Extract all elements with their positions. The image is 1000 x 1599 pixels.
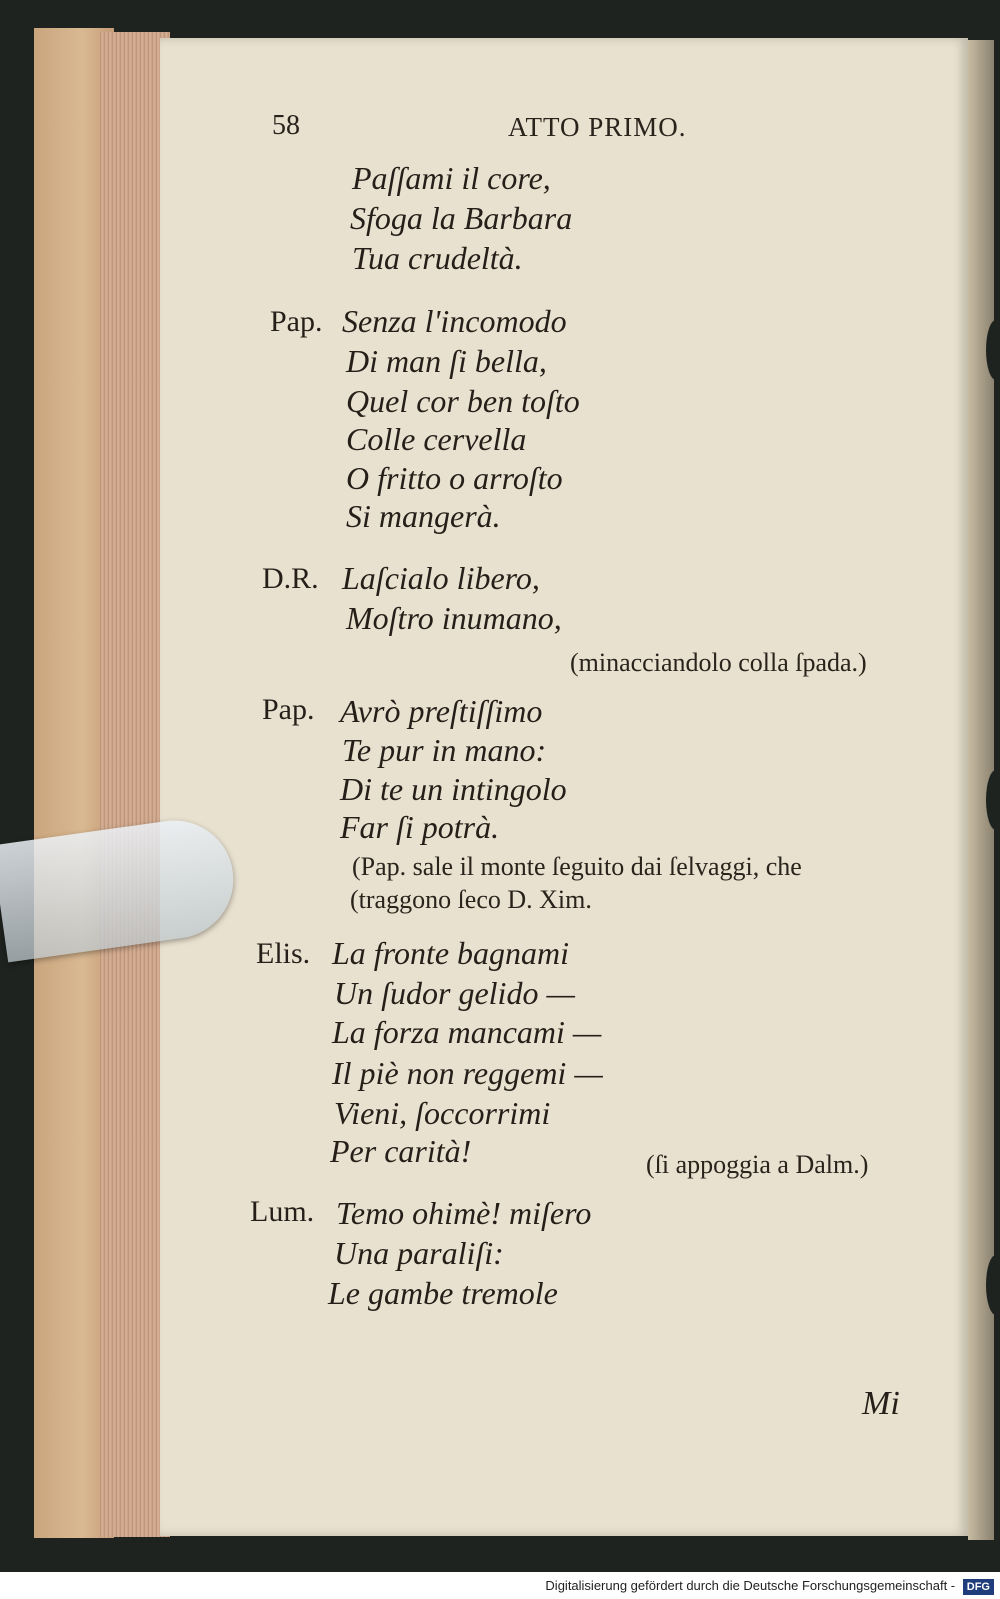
verse-line: Temo ohimè! miſero <box>336 1195 592 1231</box>
stage-direction: (ſi appoggia a Dalm.) <box>646 1150 869 1179</box>
speaker-label: Pap. <box>270 305 323 338</box>
verse-line: La forza mancami — <box>332 1014 602 1050</box>
verse-line: Tua crudeltà. <box>352 240 523 276</box>
facing-page-edge <box>968 40 994 1540</box>
verse-line: Far ſi potrà. <box>340 809 500 845</box>
verse-line: Paſſami il core, <box>352 160 551 196</box>
tab-notch <box>986 1255 1000 1315</box>
verse-line: Si mangerà. <box>346 498 501 534</box>
verse-line: Le gambe tremole <box>328 1275 558 1311</box>
verse-line: Laſcialo libero, <box>342 560 540 596</box>
verse-line: Moſtro inumano, <box>346 600 562 636</box>
stage-direction: (Pap. sale il monte ſeguito dai ſelvaggi, che <box>352 852 802 881</box>
verse-line: La fronte bagnami <box>332 935 570 971</box>
verse-line: Un ſudor gelido — <box>334 975 575 1011</box>
running-head: ATTO PRIMO. <box>508 112 687 142</box>
speaker-label: Lum. <box>250 1195 315 1228</box>
verse-line: Avrò preſtiſſimo <box>340 693 543 729</box>
verse-line: Di man ſi bella, <box>346 343 547 379</box>
speaker-label: Elis. <box>256 937 311 970</box>
verse-line: Per carità! <box>330 1133 472 1169</box>
stage-direction: (minacciandolo colla ſpada.) <box>570 648 867 677</box>
verse-line: Quel cor ben toſto <box>346 383 580 419</box>
tab-notch <box>986 770 1000 830</box>
verse-line: Te pur in mano: <box>342 732 547 768</box>
footer-bar <box>0 1572 1000 1599</box>
catchword: Mi <box>862 1385 900 1422</box>
folio-number: 58 <box>272 110 300 141</box>
stage-direction: (traggono ſeco D. Xim. <box>350 885 592 914</box>
footer-credit: Digitalisierung gefördert durch die Deutsche Forschungsgemeinschaft - <box>545 1578 956 1593</box>
verse-line: Vieni, ſoccorrimi <box>334 1095 551 1131</box>
dfg-logo: DFG <box>963 1579 994 1595</box>
verse-line: Sfoga la Barbara <box>350 200 573 236</box>
speaker-label: D.R. <box>262 562 319 595</box>
verse-line: Di te un intingolo <box>340 771 567 807</box>
verse-line: Una paraliſi: <box>334 1235 504 1271</box>
verse-line: O fritto o arroſto <box>346 460 563 496</box>
verse-line: Senza l'incomodo <box>342 303 567 339</box>
tab-notch <box>986 320 1000 380</box>
verse-line: Il piè non reggemi — <box>332 1055 603 1091</box>
verse-line: Colle cervella <box>346 421 527 457</box>
speaker-label: Pap. <box>262 693 315 726</box>
